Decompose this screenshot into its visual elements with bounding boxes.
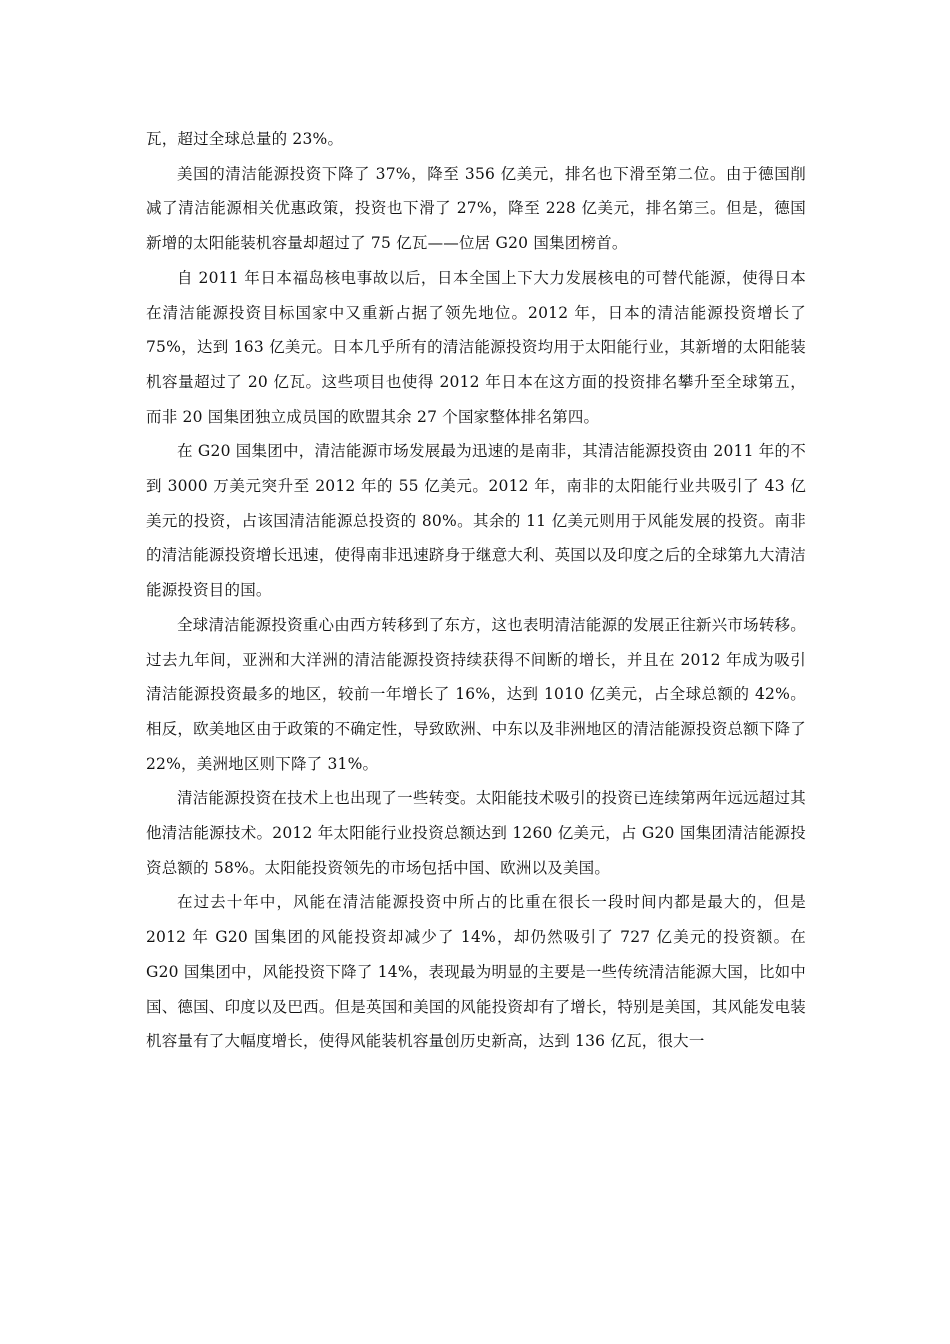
document-body	[146, 122, 806, 1059]
paragraph-regional-shift: 全球清洁能源投资重心由西方转移到了东方，这也表明清洁能源的发展正往新兴市场转移。过去九年间，亚洲和大洋洲的清洁能源投资持续获得不间断的增长，并且在 2012 年成为吸引清洁能源投资最多的地区，较前一年增长了 16%，达到 1010 亿美元，占全球总额的 42%。相反，欧美地区由于政策的不确定性，导致欧洲、中东以及非洲地区的清洁能源投资总额下降了 22%，美洲地区则下降了 31%。	[146, 615, 806, 773]
paragraph-solar-technology: 清洁能源投资在技术上也出现了一些转变。太阳能技术吸引的投资已连续第两年远远超过其他清洁能源技术。2012 年太阳能行业投资总额达到 1260 亿美元，占 G20 国集团清洁能源投资总额的 58%。太阳能投资领先的市场包括中国、欧洲以及美国。	[146, 789, 806, 877]
paragraph-continued: 瓦，超过全球总量的 23%。	[146, 130, 344, 148]
paragraph-south-africa-investment: 在 G20 国集团中，清洁能源市场发展最为迅速的是南非，其清洁能源投资由 2011 年的不到 3000 万美元突升至 2012 年的 55 亿美元。2012 年，南非的太阳能行业共吸引了 43 亿美元的投资，占该国清洁能源总投资的 80%。其余的 11 亿美元则用于风能发展的投资。南非的清洁能源投资增长迅速，使得南非迅速跻身于继意大利、英国以及印度之后的全球第九大清洁能源投资目的国。	[146, 442, 806, 600]
paragraph-japan-investment: 自 2011 年日本福岛核电事故以后，日本全国上下大力发展核电的可替代能源，使得日本在清洁能源投资目标国家中又重新占据了领先地位。2012 年，日本的清洁能源投资增长了 75%，达到 163 亿美元。日本几乎所有的清洁能源投资均用于太阳能行业，其新增的太阳能装机容量超过了 20 亿瓦。这些项目也使得 2012 年日本在这方面的投资排名攀升至全球第五，而非 20 国集团独立成员国的欧盟其余 27 个国家整体排名第四。	[146, 268, 806, 426]
paragraph-us-germany-investment: 美国的清洁能源投资下降了 37%，降至 356 亿美元，排名也下滑至第二位。由于德国削减了清洁能源相关优惠政策，投资也下滑了 27%，降至 228 亿美元，排名第三。但是，德国新增的太阳能装机容量却超过了 75 亿瓦——位居 G20 国集团榜首。	[146, 164, 806, 253]
paragraph-wind-investment: 在过去十年中，风能在清洁能源投资中所占的比重在很长一段时间内都是最大的，但是 2012 年 G20 国集团的风能投资却减少了 14%，却仍然吸引了 727 亿美元的投资额。在 G20 国集团中，风能投资下降了 14%，表现最为明显的主要是一些传统清洁能源大国，比如中国、德国、印度以及巴西。但是英国和美国的风能投资却有了增长，特别是美国，其风能发电装机容量有了大幅度增长，使得风能装机容量创历史新高，达到 136 亿瓦，很大一	[146, 893, 806, 1051]
